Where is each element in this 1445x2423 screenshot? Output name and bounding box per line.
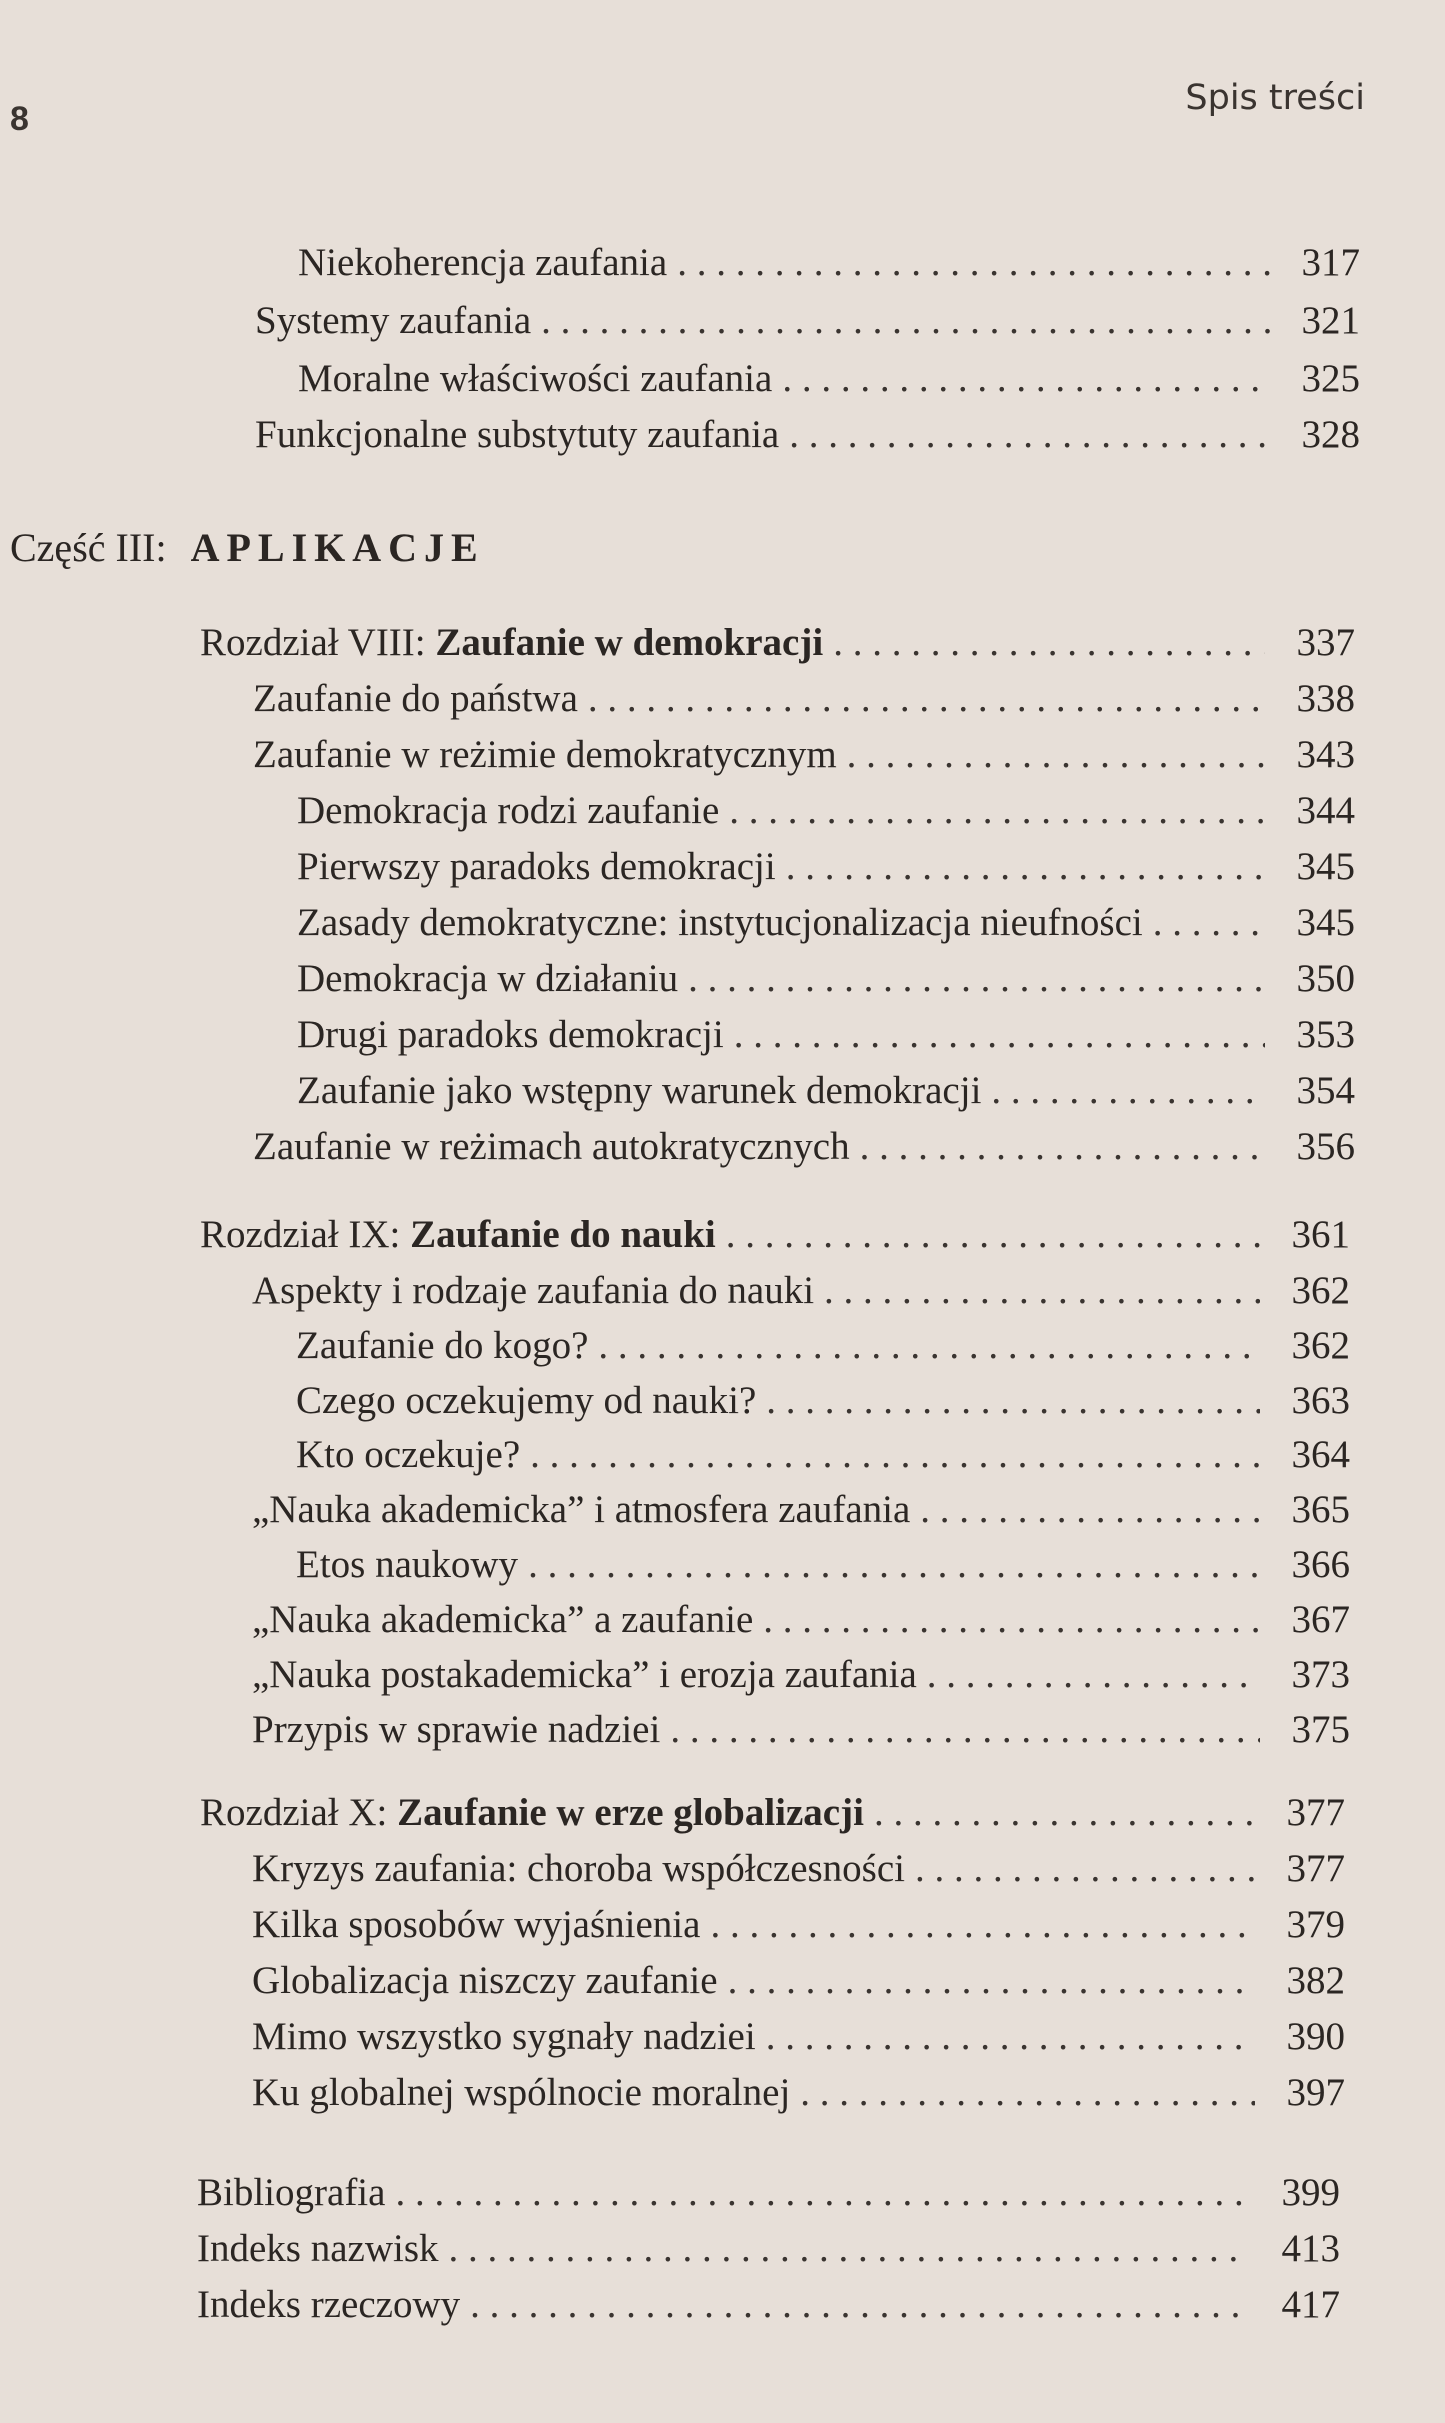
leader-dots: [728, 1958, 1255, 2003]
leader-dots: [991, 1068, 1265, 1113]
toc-entry-page: 379: [1286, 1903, 1345, 1946]
leader-dots: [874, 1790, 1255, 1835]
toc-entry-title: Globalizacja niszczy zaufanie: [252, 1959, 718, 2002]
leader-dots: [786, 844, 1265, 889]
part-title: APLIKACJE: [190, 525, 485, 570]
toc-entry-page: 365: [1291, 1488, 1350, 1531]
toc-entry: [253, 732, 1355, 784]
chapter-heading: [200, 620, 1355, 672]
toc-entry-title: Pierwszy paradoks demokracji: [297, 845, 776, 888]
leader-dots: [800, 2070, 1255, 2115]
page-number: 8: [10, 100, 29, 138]
toc-entry: [252, 1902, 1345, 1954]
toc-entry: [296, 1432, 1350, 1484]
leader-dots: [729, 788, 1265, 833]
toc-entry-title: Bibliografia: [197, 2171, 386, 2214]
chapter-page: 337: [1296, 621, 1355, 664]
toc-entry-page: 353: [1296, 1013, 1355, 1056]
toc-entry-page: 390: [1286, 2015, 1345, 2058]
leader-dots: [847, 732, 1265, 777]
part-heading: [10, 524, 485, 571]
running-head: Spis treści: [1185, 78, 1365, 118]
toc-entry: [255, 412, 1360, 464]
leader-dots: [598, 1323, 1260, 1368]
toc-entry: [297, 844, 1355, 896]
chapter-title: Rozdział X: Zaufanie w erze globalizacji: [200, 1791, 864, 1834]
toc-entry-title: Zaufanie do kogo?: [296, 1324, 589, 1367]
toc-entry-title: Indeks rzeczowy: [197, 2283, 461, 2326]
toc-entry: [297, 956, 1355, 1008]
toc-entry: [252, 2014, 1345, 2066]
toc-entry-title: Zaufanie jako wstępny warunek demokracji: [297, 1069, 982, 1112]
leader-dots: [710, 1902, 1255, 1947]
toc-entry: [197, 2282, 1340, 2334]
toc-entry: [296, 1542, 1350, 1594]
leader-dots: [470, 2282, 1250, 2327]
toc-entry: [197, 2170, 1340, 2222]
toc-entry-title: Kryzys zaufania: choroba współczesności: [252, 1847, 906, 1890]
leader-dots: [927, 1652, 1260, 1697]
toc-entry: [253, 1124, 1355, 1176]
toc-entry-title: Aspekty i rodzaje zaufania do nauki: [252, 1269, 815, 1312]
leader-dots: [860, 1124, 1265, 1169]
toc-entry-title: Niekoherencja zaufania: [298, 241, 668, 284]
toc-entry-title: Mimo wszystko sygnały nadziei: [252, 2015, 756, 2058]
leader-dots: [763, 1597, 1260, 1642]
toc-entry: [252, 1268, 1350, 1320]
chapter-title: Rozdział IX: Zaufanie do nauki: [200, 1213, 716, 1256]
toc-entry: [197, 2226, 1340, 2278]
toc-entry-page: 362: [1291, 1269, 1350, 1312]
toc-entry: [297, 788, 1355, 840]
toc-entry-title: Kto oczekuje?: [296, 1433, 521, 1476]
toc-entry-title: Czego oczekujemy od nauki?: [296, 1379, 757, 1422]
leader-dots: [920, 1487, 1260, 1532]
toc-entry-page: 364: [1291, 1433, 1350, 1476]
leader-dots: [541, 298, 1270, 343]
toc-entry-page: 328: [1301, 413, 1360, 456]
toc-entry: [298, 356, 1360, 408]
toc-entry: [298, 240, 1360, 292]
leader-dots: [528, 1542, 1260, 1587]
leader-dots: [688, 956, 1265, 1001]
toc-entry-title: „Nauka akademicka” a zaufanie: [252, 1598, 754, 1641]
toc-entry-title: Systemy zaufania: [255, 299, 532, 342]
toc-entry-page: 399: [1281, 2171, 1340, 2214]
leader-dots: [726, 1212, 1260, 1257]
toc-entry-title: Etos naukowy: [296, 1543, 519, 1586]
toc-entry: [296, 1378, 1350, 1430]
leader-dots: [670, 1707, 1260, 1752]
toc-entry-title: „Nauka postakademicka” i erozja zaufania: [252, 1653, 917, 1696]
leader-dots: [789, 412, 1270, 457]
toc-entry-title: Demokracja rodzi zaufanie: [297, 789, 720, 832]
toc-entry: [255, 298, 1360, 350]
toc-entry-title: Przypis w sprawie nadziei: [252, 1708, 661, 1751]
leader-dots: [766, 2014, 1255, 2059]
leader-dots: [449, 2226, 1250, 2271]
chapter-page: 361: [1291, 1213, 1350, 1256]
leader-dots: [824, 1268, 1260, 1313]
toc-entry-page: 321: [1301, 299, 1360, 342]
leader-dots: [766, 1378, 1260, 1423]
chapter-heading: [200, 1212, 1350, 1264]
toc-entry-title: Zasady demokratyczne: instytucjonalizacja nieufności: [297, 901, 1143, 944]
chapter-title: Rozdział VIII: Zaufanie w demokracji: [200, 621, 824, 664]
toc-entry-page: 413: [1281, 2227, 1340, 2270]
toc-entry-title: Drugi paradoks demokracji: [297, 1013, 724, 1056]
toc-entry-title: Indeks nazwisk: [197, 2227, 439, 2270]
toc-entry-page: 363: [1291, 1379, 1350, 1422]
toc-entry: [297, 900, 1355, 952]
toc-entry-page: 356: [1296, 1125, 1355, 1168]
chapter-heading: [200, 1790, 1345, 1842]
toc-entry-page: 377: [1286, 1847, 1345, 1890]
leader-dots: [782, 356, 1270, 401]
toc-entry-page: 417: [1281, 2283, 1340, 2326]
toc-entry-page: 354: [1296, 1069, 1355, 1112]
leader-dots: [1153, 900, 1265, 945]
toc-entry-title: „Nauka akademicka” i atmosfera zaufania: [252, 1488, 911, 1531]
toc-entry: [252, 2070, 1345, 2122]
toc-entry: [252, 1597, 1350, 1649]
toc-entry-title: Kilka sposobów wyjaśnienia: [252, 1903, 701, 1946]
toc-entry-page: 344: [1296, 789, 1355, 832]
chapter-page: 377: [1286, 1791, 1345, 1834]
leader-dots: [395, 2170, 1250, 2215]
toc-entry-title: Zaufanie w reżimie demokratycznym: [253, 733, 837, 776]
toc-entry-page: 366: [1291, 1543, 1350, 1586]
toc-entry-page: 397: [1286, 2071, 1345, 2114]
toc-entry-page: 375: [1291, 1708, 1350, 1751]
toc-entry-title: Funkcjonalne substytuty zaufania: [255, 413, 780, 456]
toc-entry: [252, 1958, 1345, 2010]
toc-entry-title: Moralne właściwości zaufania: [298, 357, 773, 400]
toc-entry: [252, 1846, 1345, 1898]
toc-entry-page: 338: [1296, 677, 1355, 720]
toc-entry-page: 345: [1296, 845, 1355, 888]
toc-entry: [297, 1068, 1355, 1120]
leader-dots: [915, 1846, 1255, 1891]
part-label: Część III:: [10, 525, 167, 570]
toc-entry-title: Ku globalnej wspólnocie moralnej: [252, 2071, 791, 2114]
toc-entry: [297, 1012, 1355, 1064]
toc-entry-page: 325: [1301, 357, 1360, 400]
toc-entry-page: 350: [1296, 957, 1355, 1000]
toc-entry: [252, 1487, 1350, 1539]
toc-entry-page: 382: [1286, 1959, 1345, 2002]
leader-dots: [734, 1012, 1265, 1057]
toc-entry-page: 373: [1291, 1653, 1350, 1696]
toc-entry-page: 362: [1291, 1324, 1350, 1367]
toc-entry-page: 367: [1291, 1598, 1350, 1641]
toc-entry: [253, 676, 1355, 728]
toc-entry-page: 345: [1296, 901, 1355, 944]
toc-entry: [252, 1707, 1350, 1759]
toc-entry: [296, 1323, 1350, 1375]
leader-dots: [530, 1432, 1260, 1477]
toc-entry-title: Zaufanie w reżimach autokratycznych: [253, 1125, 850, 1168]
toc-entry-title: Demokracja w działaniu: [297, 957, 679, 1000]
leader-dots: [677, 240, 1270, 285]
toc-entry-title: Zaufanie do państwa: [253, 677, 578, 720]
toc-entry-page: 343: [1296, 733, 1355, 776]
leader-dots: [833, 620, 1265, 665]
toc-entry: [252, 1652, 1350, 1704]
toc-entry-page: 317: [1301, 241, 1360, 284]
leader-dots: [588, 676, 1265, 721]
